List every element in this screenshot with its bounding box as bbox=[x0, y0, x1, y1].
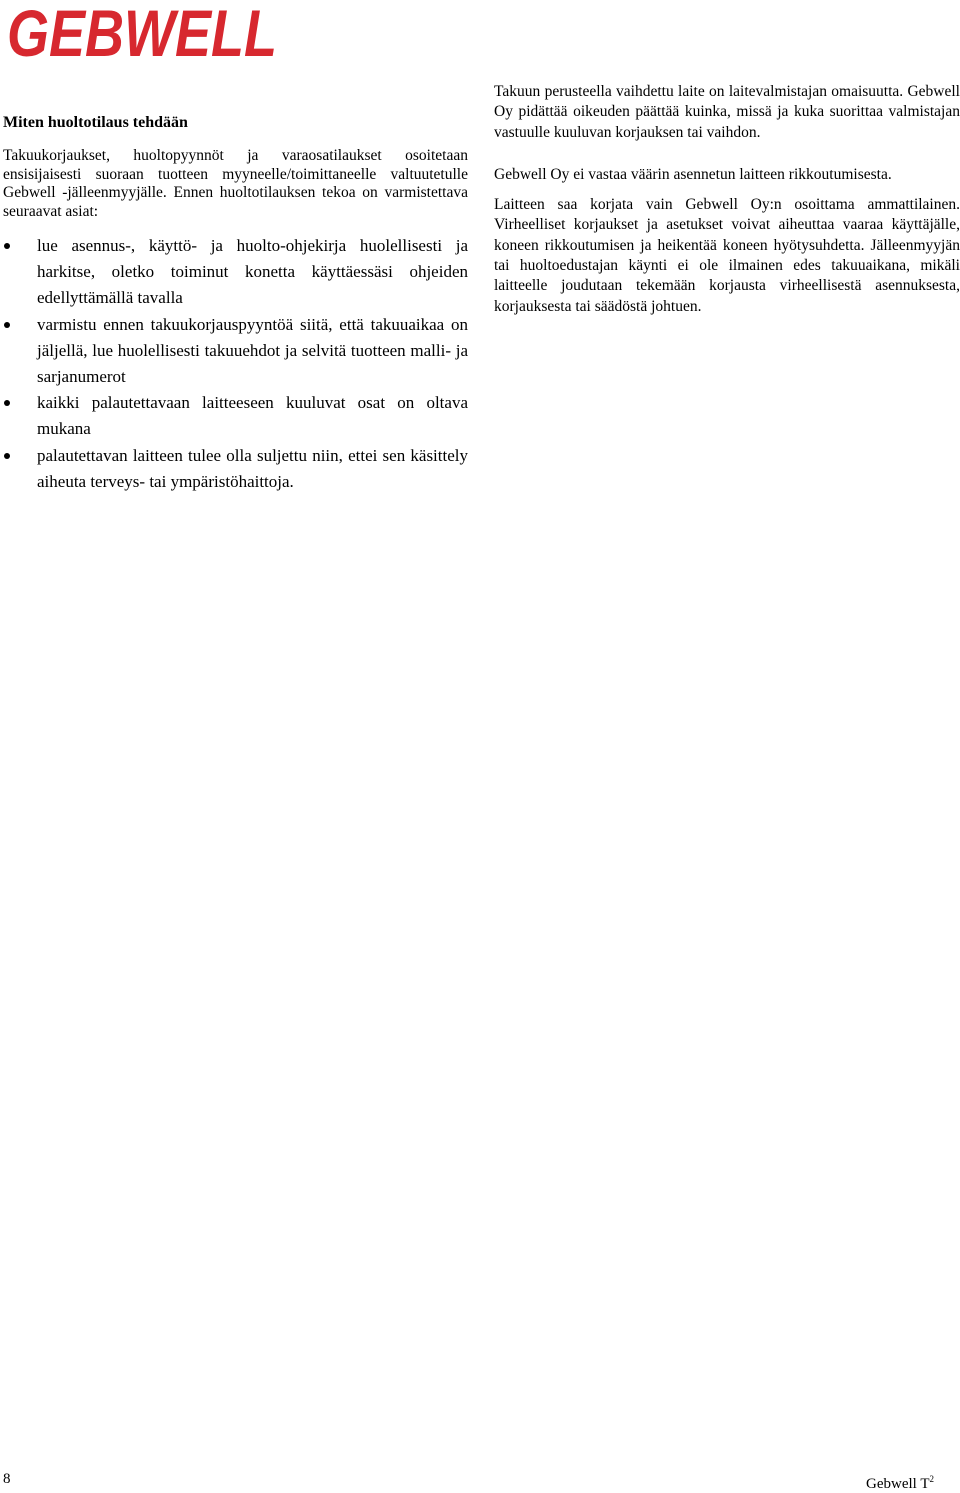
footer-product-name bbox=[866, 1470, 934, 1493]
bullet-icon bbox=[4, 322, 10, 328]
warranty-ownership-paragraph: Takuun perusteella vaihdettu laite on laitevalmistajan omaisuutta. Gebwell Oy pidättää oikeuden päättää kuinka, missä ja kuka suorittaa valmistajan vastuulle kuuluvan korjauksen tai vaihdon. bbox=[494, 83, 960, 141]
checklist-item bbox=[3, 443, 468, 495]
product-superscript: 2 bbox=[929, 1474, 934, 1484]
checklist bbox=[3, 233, 468, 495]
right-column bbox=[494, 82, 960, 317]
installation-liability-paragraph: Gebwell Oy ei vastaa väärin asennetun laitteen rikkoutumisesta. bbox=[494, 165, 892, 183]
page-number: 8 bbox=[3, 1471, 11, 1487]
checklist-item bbox=[3, 312, 468, 391]
product-name: Gebwell T bbox=[866, 1476, 930, 1492]
checklist-item-text: palautettavan laitteen tulee olla suljettu niin, ettei sen käsittely aiheuta terveys- tai ympäristöhaittoja. bbox=[37, 445, 468, 491]
gebwell-logo bbox=[5, 0, 280, 70]
logo-wordmark: GEBWELL bbox=[7, 0, 277, 70]
left-column bbox=[3, 113, 468, 495]
bullet-icon bbox=[4, 243, 10, 249]
checklist-item-text: varmistu ennen takuukorjauspyyntöä siitä, että takuuaikaa on jäljellä, lue huolellisesti takuuehdot ja selvitä tuotteen malli- ja sarjanumerot bbox=[37, 314, 468, 387]
checklist-item bbox=[3, 390, 468, 442]
checklist-item-text: lue asennus-, käyttö- ja huolto-ohjekirja huolellisesti ja harkitse, oletko toiminut konetta käyttäessäsi ohjeiden edellyttämällä tavalla bbox=[37, 236, 468, 308]
checklist-item bbox=[3, 233, 468, 312]
checklist-item-text: kaikki palautettavaan laitteeseen kuuluvat osat on oltava mukana bbox=[37, 393, 468, 439]
bullet-icon bbox=[4, 400, 10, 406]
intro-paragraph: Takuukorjaukset, huoltopyynnöt ja varaosatilaukset osoitetaan ensisijaisesti suoraan tuotteen myyneelle/toimittaneelle valtuutetulle Gebwell -jälleenmyyjälle. Ennen huoltotilauksen tekoa on varmistettava seuraavat asiat: bbox=[3, 147, 468, 220]
gebwell-logo-mark bbox=[5, 0, 280, 70]
bullet-icon bbox=[4, 453, 10, 459]
repair-authorization-paragraph: Laitteen saa korjata vain Gebwell Oy:n osoittama ammattilainen. Virheelliset korjaukset ja asetukset voivat aiheuttaa vaaraa käyttäjälle, koneen rikkoutumisen ja heikentää koneen hyötysuhdetta. Jälleenmyyjän tai huoltoedustajan käynti ei ole ilmainen edes takuuaikana, mikäli laitteelle joudutaan tekemään korjausta virheellisestä asennuksesta, korjauksesta tai säädöstä johtuen. bbox=[494, 196, 960, 315]
section-heading: Miten huoltotilaus tehdään bbox=[3, 114, 188, 131]
